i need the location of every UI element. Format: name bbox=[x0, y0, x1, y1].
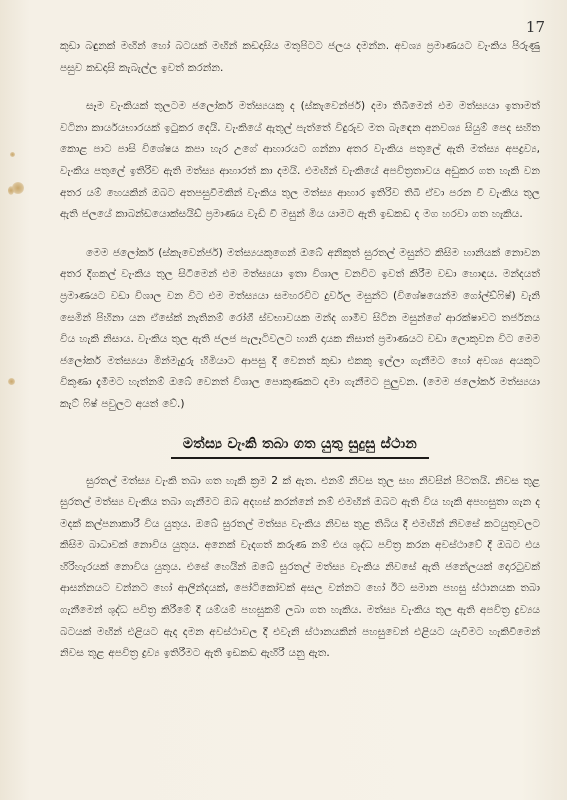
paragraph-tank-placement: සුරතල් මත්ස්‍ය වැංකි තබා ගත හැකි ක්‍රම 2 ක් ඇත. එනම් නිවස තුල සහ නිවසින් පිටතයි. නිවස තුළ සුරතල් මත්ස්‍ය වැංකිය තබා ගැනීමට ඔබ අදහස් කරන්නේ නම් එමඟින් ඔබට ඇති විය හැකි අපහසුතා ගැන ද මදක් කල්පනාකාරී විය යුතුය. ඔබේ සුරතල් මත්ස්‍ය වැංකිය නිවස තුළ තිබිය දී එමඟින් නිවසේ කටයුතුවලට කිසිම බාධාවක් නොවිය යුතුය. අනෙක් වැදගත් කරුණ නම් එය ශුද්ධ පවිත්‍ර කරන අවස්ථාවේ දී ඔබට එය හිරිහැරයක් නොවිය යුතුය. එසේ හෙයින් ඔබේ සුරතල් මත්ස්‍ය වැංකිය නිවසේ ඇති ජනේලයක් දොරටුවක් ආසන්නයට වන්නට හෝ ආලින්දයක්, පෝටිකෝවක් අසල වන්නට හෝ ඊට සමාන පහසු ස්ථානයක තබා ගැනීමෙන් ශුද්ධ පවිත්‍ර කිරීමේ දී යම්යම් පහසුකම් ලබා ගත හැකිය. මත්ස්‍ය වැංකිය තුල ඇති අපවිත්‍ර ද්‍රව්‍යය බටයක් මඟින් එළියට ඇද දමන අවස්ථාවල දී එවැනි ස්ථානයකින් පහසුවෙන් එළියට යැවීමට හැකිවීමෙන් නිවස තුළ අපවිත්‍ර ද්‍රව්‍ය ඉතිරීමට ඇති ඉඩකඩ ඇහිරී යනු ඇත. bbox=[60, 474, 540, 660]
paper-stain bbox=[8, 378, 15, 385]
section-heading-wrap bbox=[60, 433, 540, 459]
paper-stain bbox=[10, 152, 15, 157]
section-heading: මත්ස්‍ය වැංකි තබා ගත යුතු සුදුසු ස්ථාන bbox=[171, 433, 429, 459]
paragraph-scavenger-role: සෑම වැංකියක් තුලටම ජලෝකර් මත්ස්‍යයකු ද (ස්කැවෙන්ජර්) දමා තිබීමෙන් එම මත්ස්‍යයා ඉතාමත් වටිනා කාර්යයභාරයක් ඉටුකර දෙයි. වැංකියේ ඇතුල් පැත්තේ විදුරුව මත බැඳෙන අනවශ්‍ය සියුම් පෙද සහිත කොළ පාට පාසි විශේෂය කපා හැර උගේ ආහාරයට ගන්නා අතර වැංකිය පතුලේ ඇති මත්ස්‍ය අපද්‍රව්‍ය, වැංකිය පතුලේ ඉතිරිව ඇති මත්ස්‍ය ආහාරත් කා දමයි. එමඟින් වැංකියේ අපවිත්‍රතාවය අඩුකර ගත හැකි වන අතර යම් හෙයකින් ඔබට අතපසුවීමකින් වැංකිය තුල මත්ස්‍ය ආහාර ඉතිරිව තිබී ඒවා පරන වී වැංකිය තුල ඇති ජලයේ කාබන්ඩයොක්සයිඩ් ප්‍රමාණය වැඩි වී මසුන් මිය යාමට ඇති ඉඩකඩ ද මග හරවා ගත හැකිය. bbox=[60, 100, 540, 221]
paragraph-tank-filling: කුඩා බඳුනක් මඟින් හෝ බටයක් මඟින් කඩදාසිය මතුපිටට ජලය දමන්න. අවශ්‍ය ප්‍රමාණයට වැංකිය පිරුණු පසුව කඩදාසි කැබැල්ල ඉවත් කරන්න. bbox=[60, 40, 540, 74]
paper-stain bbox=[8, 186, 14, 195]
paragraph-scavenger-removal: මෙම ජලෝකර් (ස්කැවෙන්ජර්) මත්ස්‍යයකුගෙන් ඔබේ අනිකුත් සුරතල් මසුන්ට කිසිම හානියක් නොවන අතර දිගකල් වැංකිය තුල සිටීමෙන් එම මත්ස්‍යයා ඉතා විශාල වනවිට ඉවත් කිරීම වඩා හොඳය. මන්දයත් ප්‍රමාණයට වඩා විශාල වන විට එම මත්ස්‍යයා සමහරවිට දුර්වල මසුන්ට (විශේෂයෙන්ම ගෝල්ඩ්ෆිෂ්) වැනි සෙමින් පිහිනා යන ඒසේක් නැතිනම් රෝගී ස්වභාවයක මන්ද ගාමීව සිටින මසුන්ගේ ආරක්ෂාවට තර්ජනය විය හැකි නිසාය. වැංකිය තුල ඇති ජලජ පැලෑටිවලට හානි දායක නිසාත් ප්‍රමාණයට වඩා ලොකුවන විට මෙම ජලෝකර් මත්ස්‍යයා මින්මැදුරු හිමියාට ආපසු දී වෙනත් කුඩා එකකු ඉල්ලා ගැනීමට හෝ අවශ්‍ය අයකුට විකුණා දැමීමට හැත්නම් ඔබේ වෙනත් විශාල පොකුණකට දමා ගැනීමට පුලුවන. (මෙම ජලෝකර් මත්ස්‍යයා කැට් ෆිෂ් පවුලට අයත් වේ.) bbox=[60, 246, 540, 410]
page-number: 17 bbox=[525, 18, 545, 36]
page-body bbox=[60, 36, 540, 682]
